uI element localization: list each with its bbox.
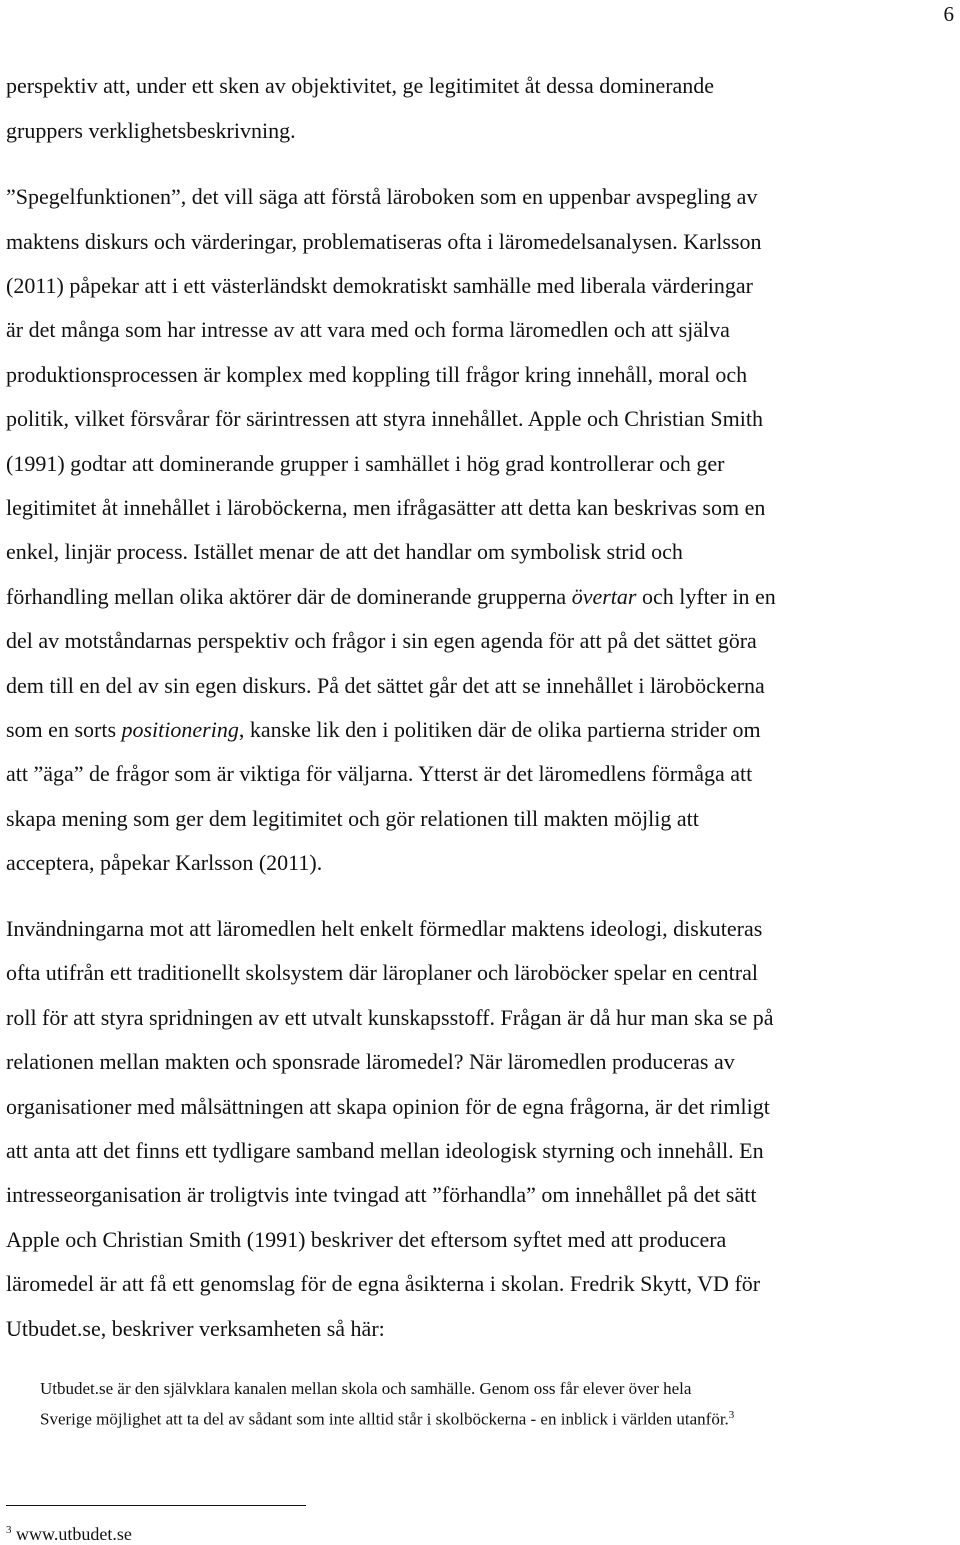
page-number: 6 — [943, 2, 954, 26]
italic-term-overtar: övertar — [571, 584, 637, 609]
paragraph-2-line-16: acceptera, påpekar Karlsson (2011). — [6, 850, 323, 875]
paragraph-3-line-9: läromedel är att få ett genomslag för de egna åsikterna i skolan. Fredrik Skytt, VD för — [6, 1271, 761, 1296]
line-text-after-italic: och lyfter in en — [636, 584, 776, 609]
paragraph-2-line-11: del av motståndarnas perspektiv och frågor i sin egen agenda för att på det sättet göra — [6, 628, 757, 653]
footnote-divider — [6, 1505, 306, 1506]
paragraph-2-line-10 — [6, 583, 776, 611]
paragraph-3-line-8: Apple och Christian Smith (1991) beskriver det eftersom syftet med att producera — [6, 1227, 727, 1252]
line-text-after-italic: , kanske lik den i politiken där de olika partierna strider om — [238, 717, 761, 742]
paragraph-2-line-8: legitimitet åt innehållet i läroböckerna, men ifrågasätter att detta kan beskrivas som en — [6, 495, 766, 520]
paragraph-2-line-14: att ”äga” de frågor som är viktiga för väljarna. Ytterst är det läromedlens förmåga att — [6, 761, 753, 786]
paragraph-2-line-9: enkel, linjär process. Istället menar de att det handlar om symbolisk strid och — [6, 539, 683, 564]
footnote — [6, 1519, 132, 1545]
paragraph-3-line-10: Utbudet.se, beskriver verksamheten så här: — [6, 1316, 385, 1341]
paragraph-2-line-3: (2011) påpekar att i ett västerländskt demokratiskt samhälle med liberala värderingar — [6, 273, 753, 298]
paragraph-2-line-2: maktens diskurs och värderingar, problematiseras ofta i läromedelsanalysen. Karlsson — [6, 229, 762, 254]
block-quote-line-1: Utbudet.se är den självklara kanalen mellan skola och samhälle. Genom oss får elever över hela — [40, 1379, 692, 1398]
paragraph-2-line-4: är det många som har intresse av att vara med och forma läromedlen och att själva — [6, 317, 730, 342]
paragraph-3-line-1: Invändningarna mot att läromedlen helt enkelt förmedlar maktens ideologi, diskuteras — [6, 916, 763, 941]
italic-term-positionering: positionering — [121, 717, 239, 742]
paragraph-3-line-3: roll för att styra spridningen av ett utvalt kunskapsstoff. Frågan är då hur man ska se på — [6, 1005, 774, 1030]
paragraph-3-line-4: relationen mellan makten och sponsrade läromedel? När läromedlen produceras av — [6, 1049, 735, 1074]
paragraph-3-line-7: intresseorganisation är troligtvis inte tvingad att ”förhandla” om innehållet på det sätt — [6, 1182, 757, 1207]
block-quote-text: Sverige möjlighet att ta del av sådant som inte alltid står i skolböckerna - en inblick i världen utanför. — [40, 1409, 729, 1429]
paragraph-3-line-2: ofta utifrån ett traditionellt skolsystem där läroplaner och läroböcker spelar en central — [6, 960, 758, 985]
paragraph-2-line-6: politik, vilket försvårar för särintressen att styra innehållet. Apple och Christian Smith — [6, 406, 764, 431]
paragraph-2-line-7: (1991) godtar att dominerande grupper i samhället i hög grad kontrollerar och ger — [6, 451, 725, 476]
block-quote-line-2 — [40, 1404, 734, 1431]
paragraph-2-line-5: produktionsprocessen är komplex med koppling till frågor kring innehåll, moral och — [6, 362, 748, 387]
paragraph-3-line-6: att anta att det finns ett tydligare samband mellan ideologisk styrning och innehåll. En — [6, 1138, 764, 1163]
line-text-before-italic: förhandling mellan olika aktörer där de dominerande grupperna — [6, 584, 572, 609]
footnote-text: www.utbudet.se — [11, 1524, 132, 1544]
paragraph-1-line-2: gruppers verklighetsbeskrivning. — [6, 118, 296, 143]
paragraph-2-line-12: dem till en del av sin egen diskurs. På det sättet går det att se innehållet i läroböckerna — [6, 673, 765, 698]
paragraph-2-line-1: ”Spegelfunktionen”, det vill säga att förstå läroboken som en uppenbar avspegling av — [6, 184, 758, 209]
footnote-marker: 3 — [6, 1524, 12, 1536]
paragraph-1-line-1: perspektiv att, under ett sken av objektivitet, ge legitimitet åt dessa dominerande — [6, 73, 715, 98]
paragraph-2-line-13 — [6, 716, 761, 744]
line-text-before-italic: som en sorts — [6, 717, 122, 742]
paragraph-2-line-15: skapa mening som ger dem legitimitet och gör relationen till makten möjlig att — [6, 806, 699, 831]
footnote-reference: 3 — [728, 1409, 735, 1421]
paragraph-3-line-5: organisationer med målsättningen att skapa opinion för de egna frågorna, är det rimligt — [6, 1094, 770, 1119]
